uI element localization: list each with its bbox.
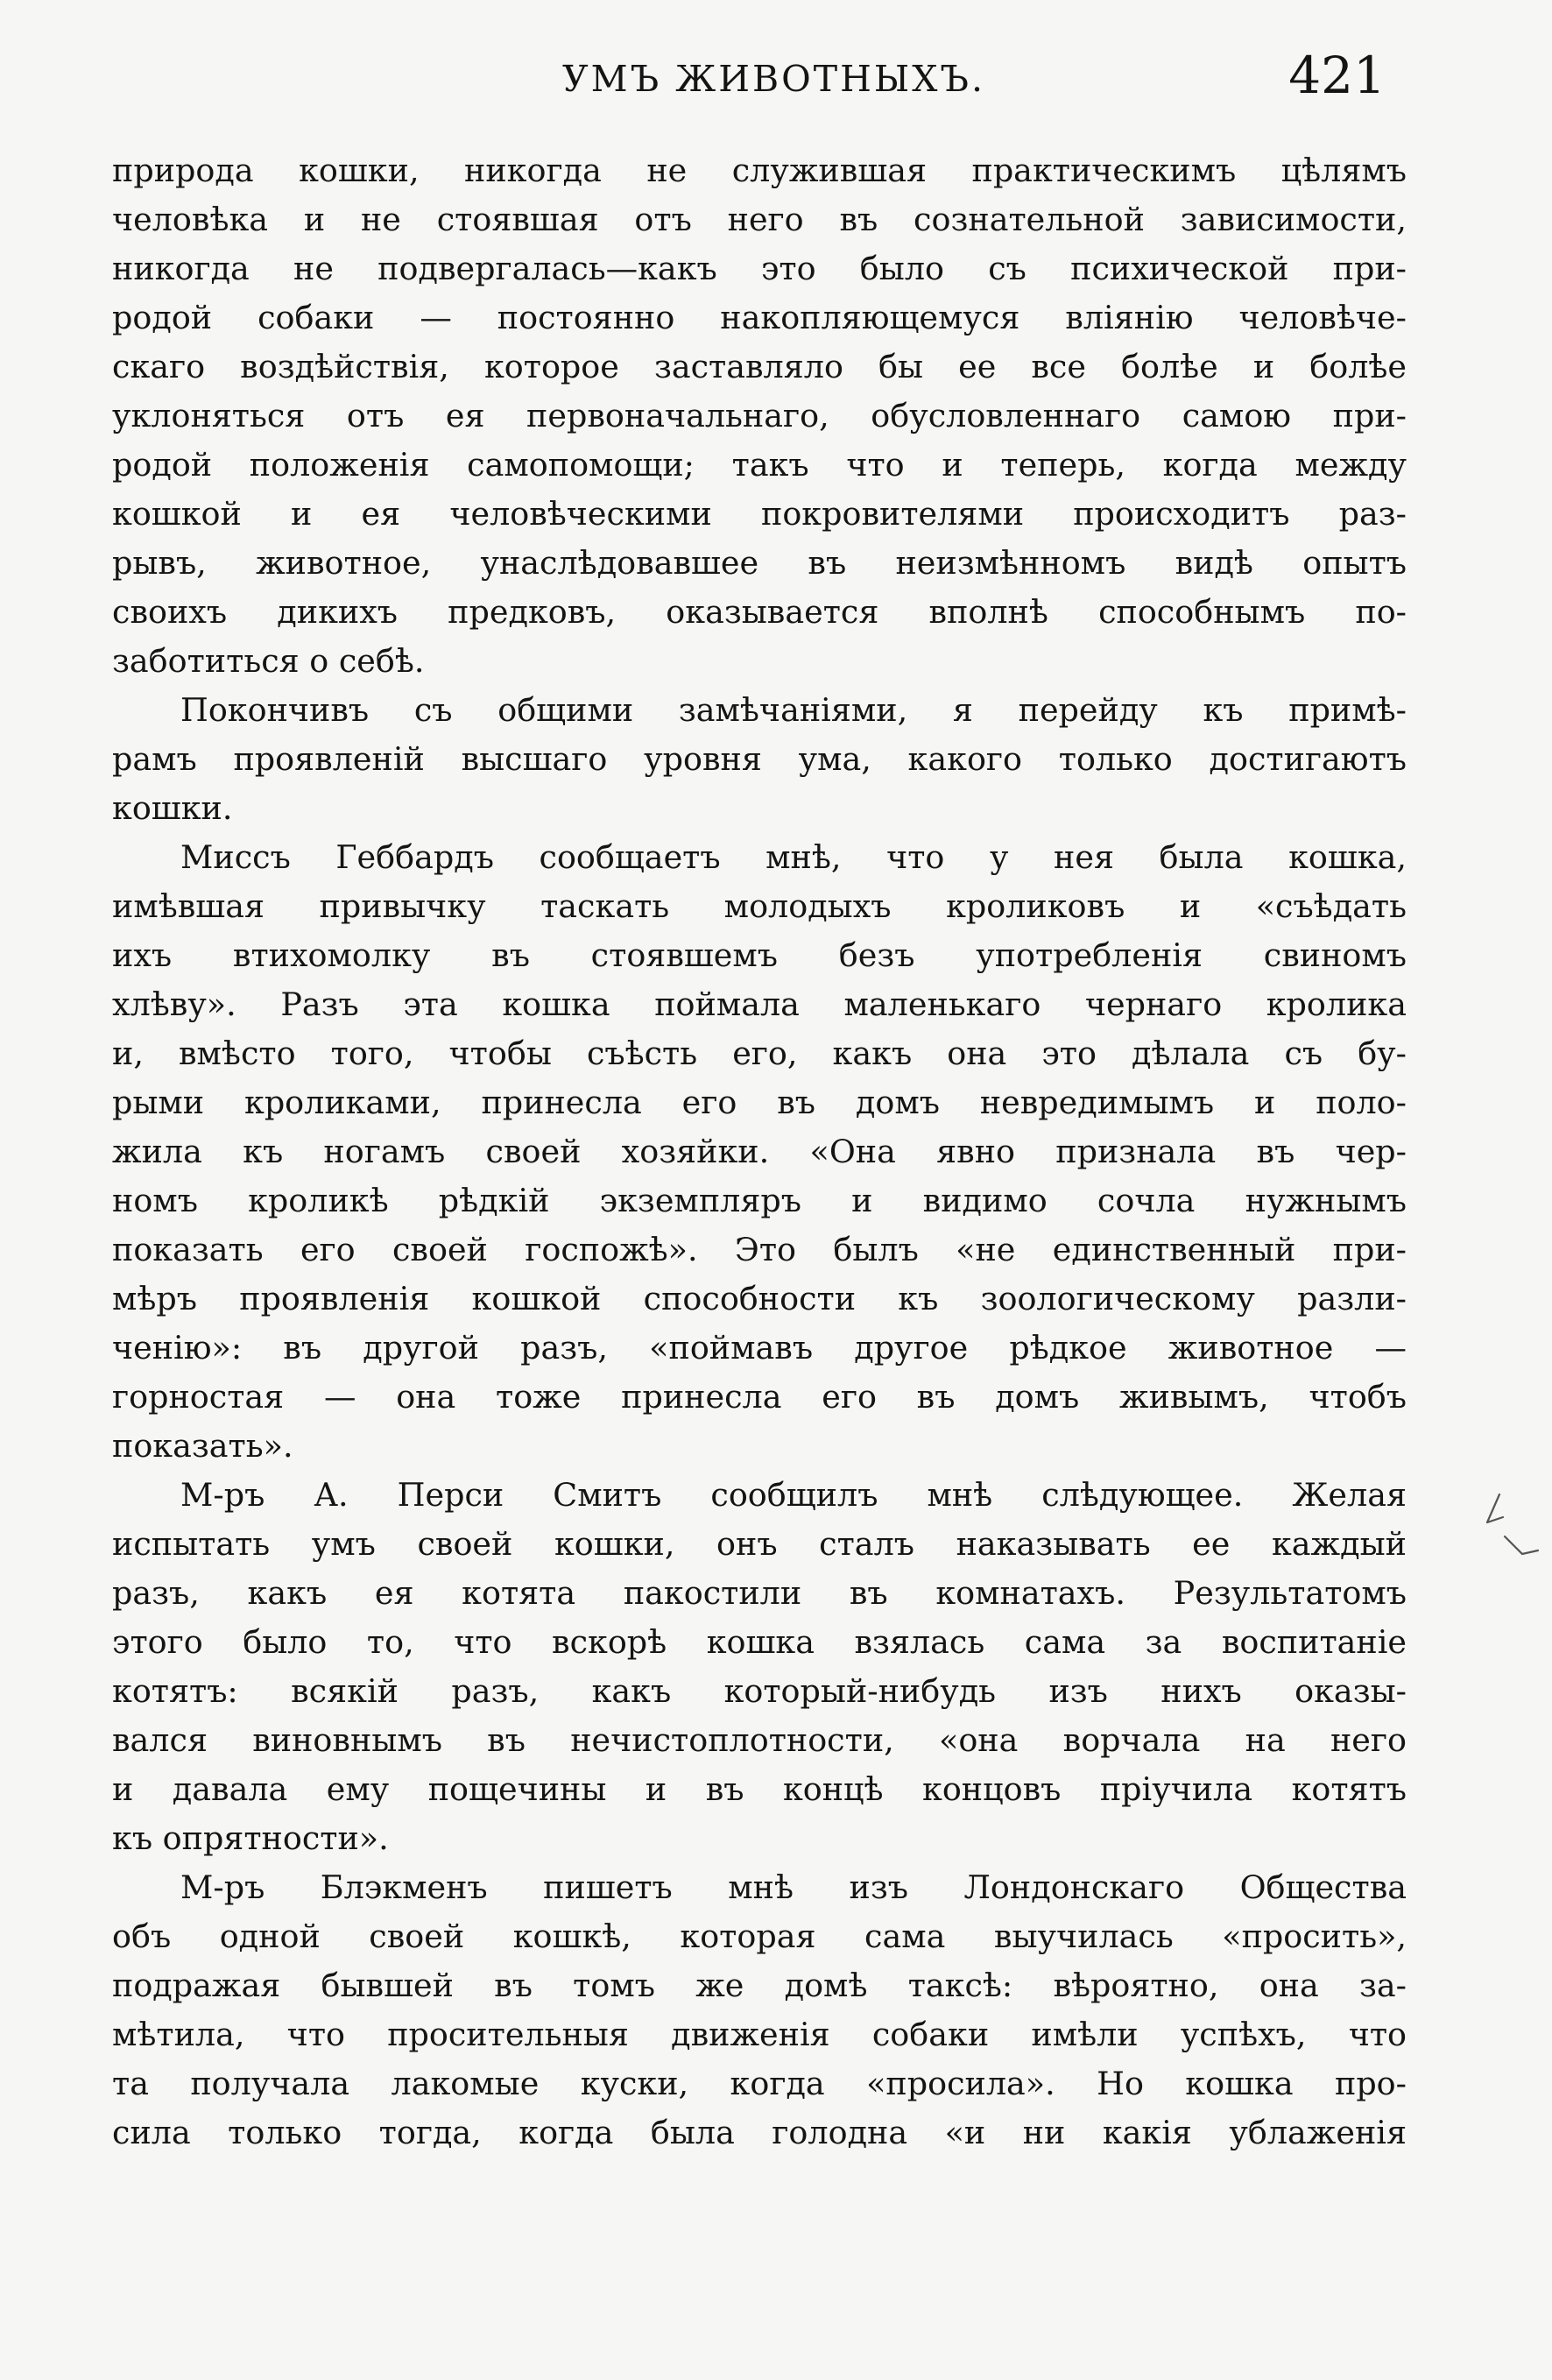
text-line: та получала лакомые куски, когда «просила». Но кошка про- <box>112 2065 1407 2102</box>
text-line: рамъ проявленій высшаго уровня ума, какого только достигаютъ <box>112 740 1407 778</box>
text-line: кошки. <box>112 789 233 827</box>
page-header <box>107 42 1386 112</box>
text-line: природа кошки, никогда не служившая практическимъ цѣлямъ <box>112 152 1407 189</box>
text-line: уклоняться отъ ея первоначальнаго, обусловленнаго самою при- <box>112 397 1407 434</box>
text-line: горностая — она тоже принесла его въ домъ живымъ, чтобъ <box>112 1378 1407 1416</box>
text-line: имѣвшая привычку таскать молодыхъ кроликовъ и «съѣдать <box>112 887 1407 925</box>
text-line: вался виновнымъ въ нечистоплотности, «она ворчала на него <box>112 1721 1407 1759</box>
text-line: номъ кроликѣ рѣдкій экземпляръ и видимо сочла нужнымъ <box>112 1182 1407 1219</box>
text-line: своихъ дикихъ предковъ, оказывается вполнѣ способнымъ по- <box>112 593 1407 631</box>
text-line: жила къ ногамъ своей хозяйки. «Она явно признала въ чер- <box>112 1133 1407 1170</box>
text-line: и давала ему пощечины и въ концѣ концовъ пріучила котятъ <box>112 1770 1407 1808</box>
text-line: хлѣву». Разъ эта кошка поймала маленькаго чернаго кролика <box>112 985 1407 1023</box>
text-line: кошкой и ея человѣческими покровителями происходитъ раз- <box>112 495 1407 533</box>
text-line: рывъ, животное, унаслѣдовавшее въ неизмѣнномъ видѣ опытъ <box>112 544 1407 582</box>
text-line: объ одной своей кошкѣ, которая сама выучилась «просить», <box>112 1917 1407 1955</box>
text-line: родой положенія самопомощи; такъ что и теперь, когда между <box>112 446 1407 484</box>
text-line: къ опрятности». <box>112 1819 389 1857</box>
running-title: УМЪ ЖИВОТНЫХЪ. <box>562 58 986 100</box>
text-line: никогда не подвергалась—какъ это было съ психической при- <box>112 250 1407 287</box>
text-line: мѣтила, что просительныя движенія собаки имѣли успѣхъ, что <box>112 2016 1407 2053</box>
text-line: ченію»: въ другой разъ, «поймавъ другое рѣдкое животное — <box>112 1329 1407 1367</box>
text-line: показать его своей госпожѣ». Это былъ «не единственный при- <box>112 1231 1407 1268</box>
text-line: мѣръ проявленія кошкой способности къ зоологическому разли- <box>112 1280 1407 1317</box>
text-line: показать». <box>112 1427 293 1465</box>
text-line: подражая бывшей въ томъ же домѣ таксѣ: вѣроятно, она за- <box>112 1967 1407 2004</box>
text-line: рыми кроликами, принесла его въ домъ невредимымъ и поло- <box>112 1084 1407 1121</box>
text-line: человѣка и не стоявшая отъ него въ сознательной зависимости, <box>112 201 1407 238</box>
text-line: котятъ: всякій разъ, какъ который-нибудь изъ нихъ оказы- <box>112 1672 1407 1710</box>
body-text <box>112 146 1407 2158</box>
text-line: М-ръ Блэкменъ пишетъ мнѣ изъ Лондонскаго Общества <box>180 1868 1407 1906</box>
text-line: Миссъ Геббардъ сообщаетъ мнѣ, что у нея была кошка, <box>180 838 1407 876</box>
text-line: скаго воздѣйствія, которое заставляло бы ее все болѣе и болѣе <box>112 348 1407 385</box>
text-line: этого было то, что вскорѣ кошка взялась сама за воспитаніе <box>112 1623 1407 1661</box>
text-line: М-ръ А. Перси Смитъ сообщилъ мнѣ слѣдующее. Желая <box>180 1476 1407 1514</box>
text-line: разъ, какъ ея котята пакостили въ комнатахъ. Результатомъ <box>112 1574 1407 1612</box>
text-line: испытать умъ своей кошки, онъ сталъ наказывать ее каждый <box>112 1525 1407 1563</box>
text-line: сила только тогда, когда была голодна «и ни какія ублаженія <box>112 2114 1407 2151</box>
page-number: 421 <box>1288 46 1386 105</box>
margin-pencil-mark <box>1470 1491 1540 1561</box>
text-line: заботиться о себѣ. <box>112 642 425 680</box>
text-line: и, вмѣсто того, чтобы съѣсть его, какъ она это дѣлала съ бу- <box>112 1035 1407 1072</box>
text-line: родой собаки — постоянно накопляющемуся вліянію человѣче- <box>112 299 1407 336</box>
text-line: ихъ втихомолку въ стоявшемъ безъ употребленія свиномъ <box>112 936 1407 974</box>
text-line: Покончивъ съ общими замѣчаніями, я перейду къ примѣ- <box>180 691 1407 729</box>
